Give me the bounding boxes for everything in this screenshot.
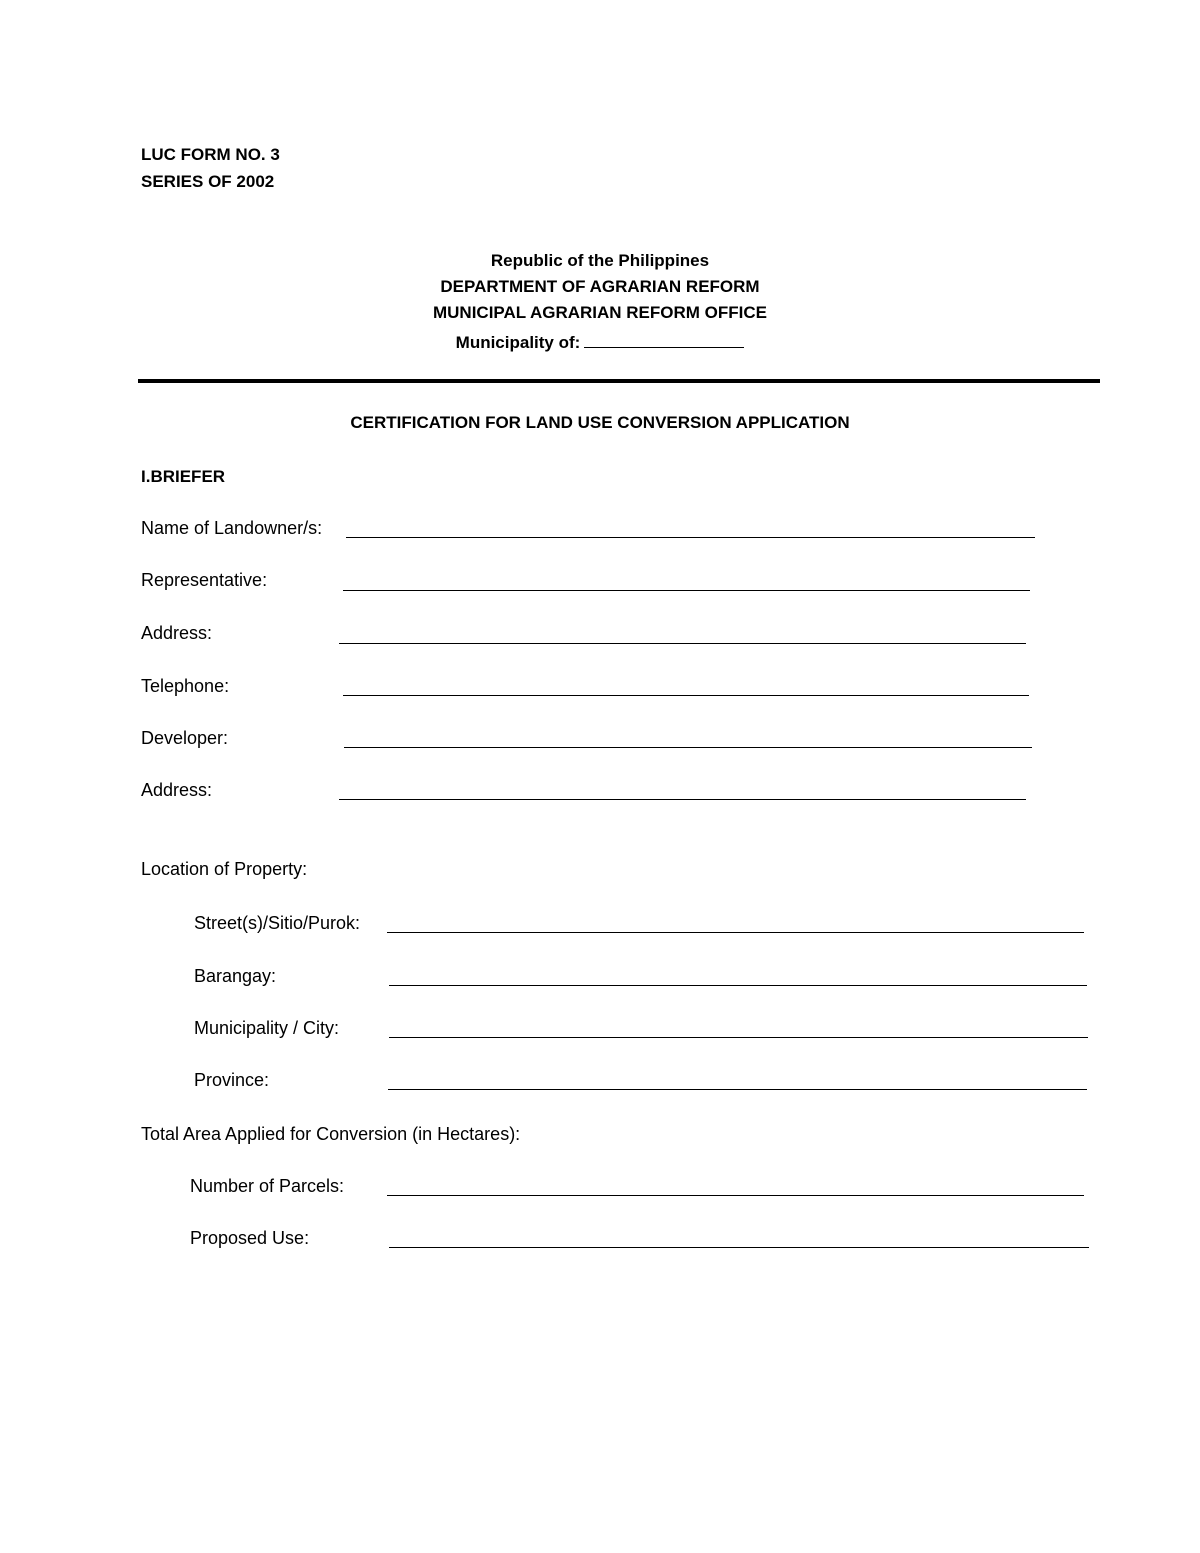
proposed-use-label: Proposed Use: [190, 1228, 310, 1248]
republic-heading: Republic of the Philippines [490, 251, 710, 270]
barangay-field[interactable] [389, 985, 1087, 986]
municipality-city-field[interactable] [389, 1037, 1088, 1038]
address-label: Address: [141, 623, 213, 643]
telephone-field[interactable] [343, 695, 1029, 696]
street-field[interactable] [387, 932, 1084, 933]
representative-label: Representative: [141, 570, 268, 590]
form-number: LUC FORM NO. 3 [141, 145, 280, 164]
parcels-label: Number of Parcels: [190, 1176, 345, 1196]
location-heading: Location of Property: [141, 859, 308, 879]
landowner-label: Name of Landowner/s: [141, 518, 323, 538]
parcels-field[interactable] [387, 1195, 1084, 1196]
telephone-label: Telephone: [141, 676, 230, 696]
province-label: Province: [194, 1070, 270, 1090]
municipality-line [0, 330, 1200, 353]
municipality-label: Municipality of: [455, 333, 581, 352]
landowner-field[interactable] [346, 537, 1035, 538]
proposed-use-field[interactable] [389, 1247, 1089, 1248]
municipality-blank[interactable] [584, 330, 744, 348]
representative-field[interactable] [343, 590, 1030, 591]
form-title: CERTIFICATION FOR LAND USE CONVERSION APPLICATION [350, 413, 850, 432]
developer-field[interactable] [344, 747, 1032, 748]
developer-address-field[interactable] [339, 799, 1026, 800]
street-label: Street(s)/Sitio/Purok: [194, 913, 361, 933]
header-divider [138, 379, 1100, 383]
office-heading: MUNICIPAL AGRARIAN REFORM OFFICE [432, 303, 767, 322]
department-heading: DEPARTMENT OF AGRARIAN REFORM [440, 277, 760, 296]
developer-address-label: Address: [141, 780, 213, 800]
barangay-label: Barangay: [194, 966, 277, 986]
section-heading-briefer: I.BRIEFER [141, 467, 226, 486]
province-field[interactable] [388, 1089, 1087, 1090]
form-series: SERIES OF 2002 [141, 172, 275, 191]
developer-label: Developer: [141, 728, 229, 748]
address-field[interactable] [339, 643, 1026, 644]
municipality-city-label: Municipality / City: [194, 1018, 340, 1038]
total-area-heading: Total Area Applied for Conversion (in Hectares): [141, 1124, 521, 1144]
